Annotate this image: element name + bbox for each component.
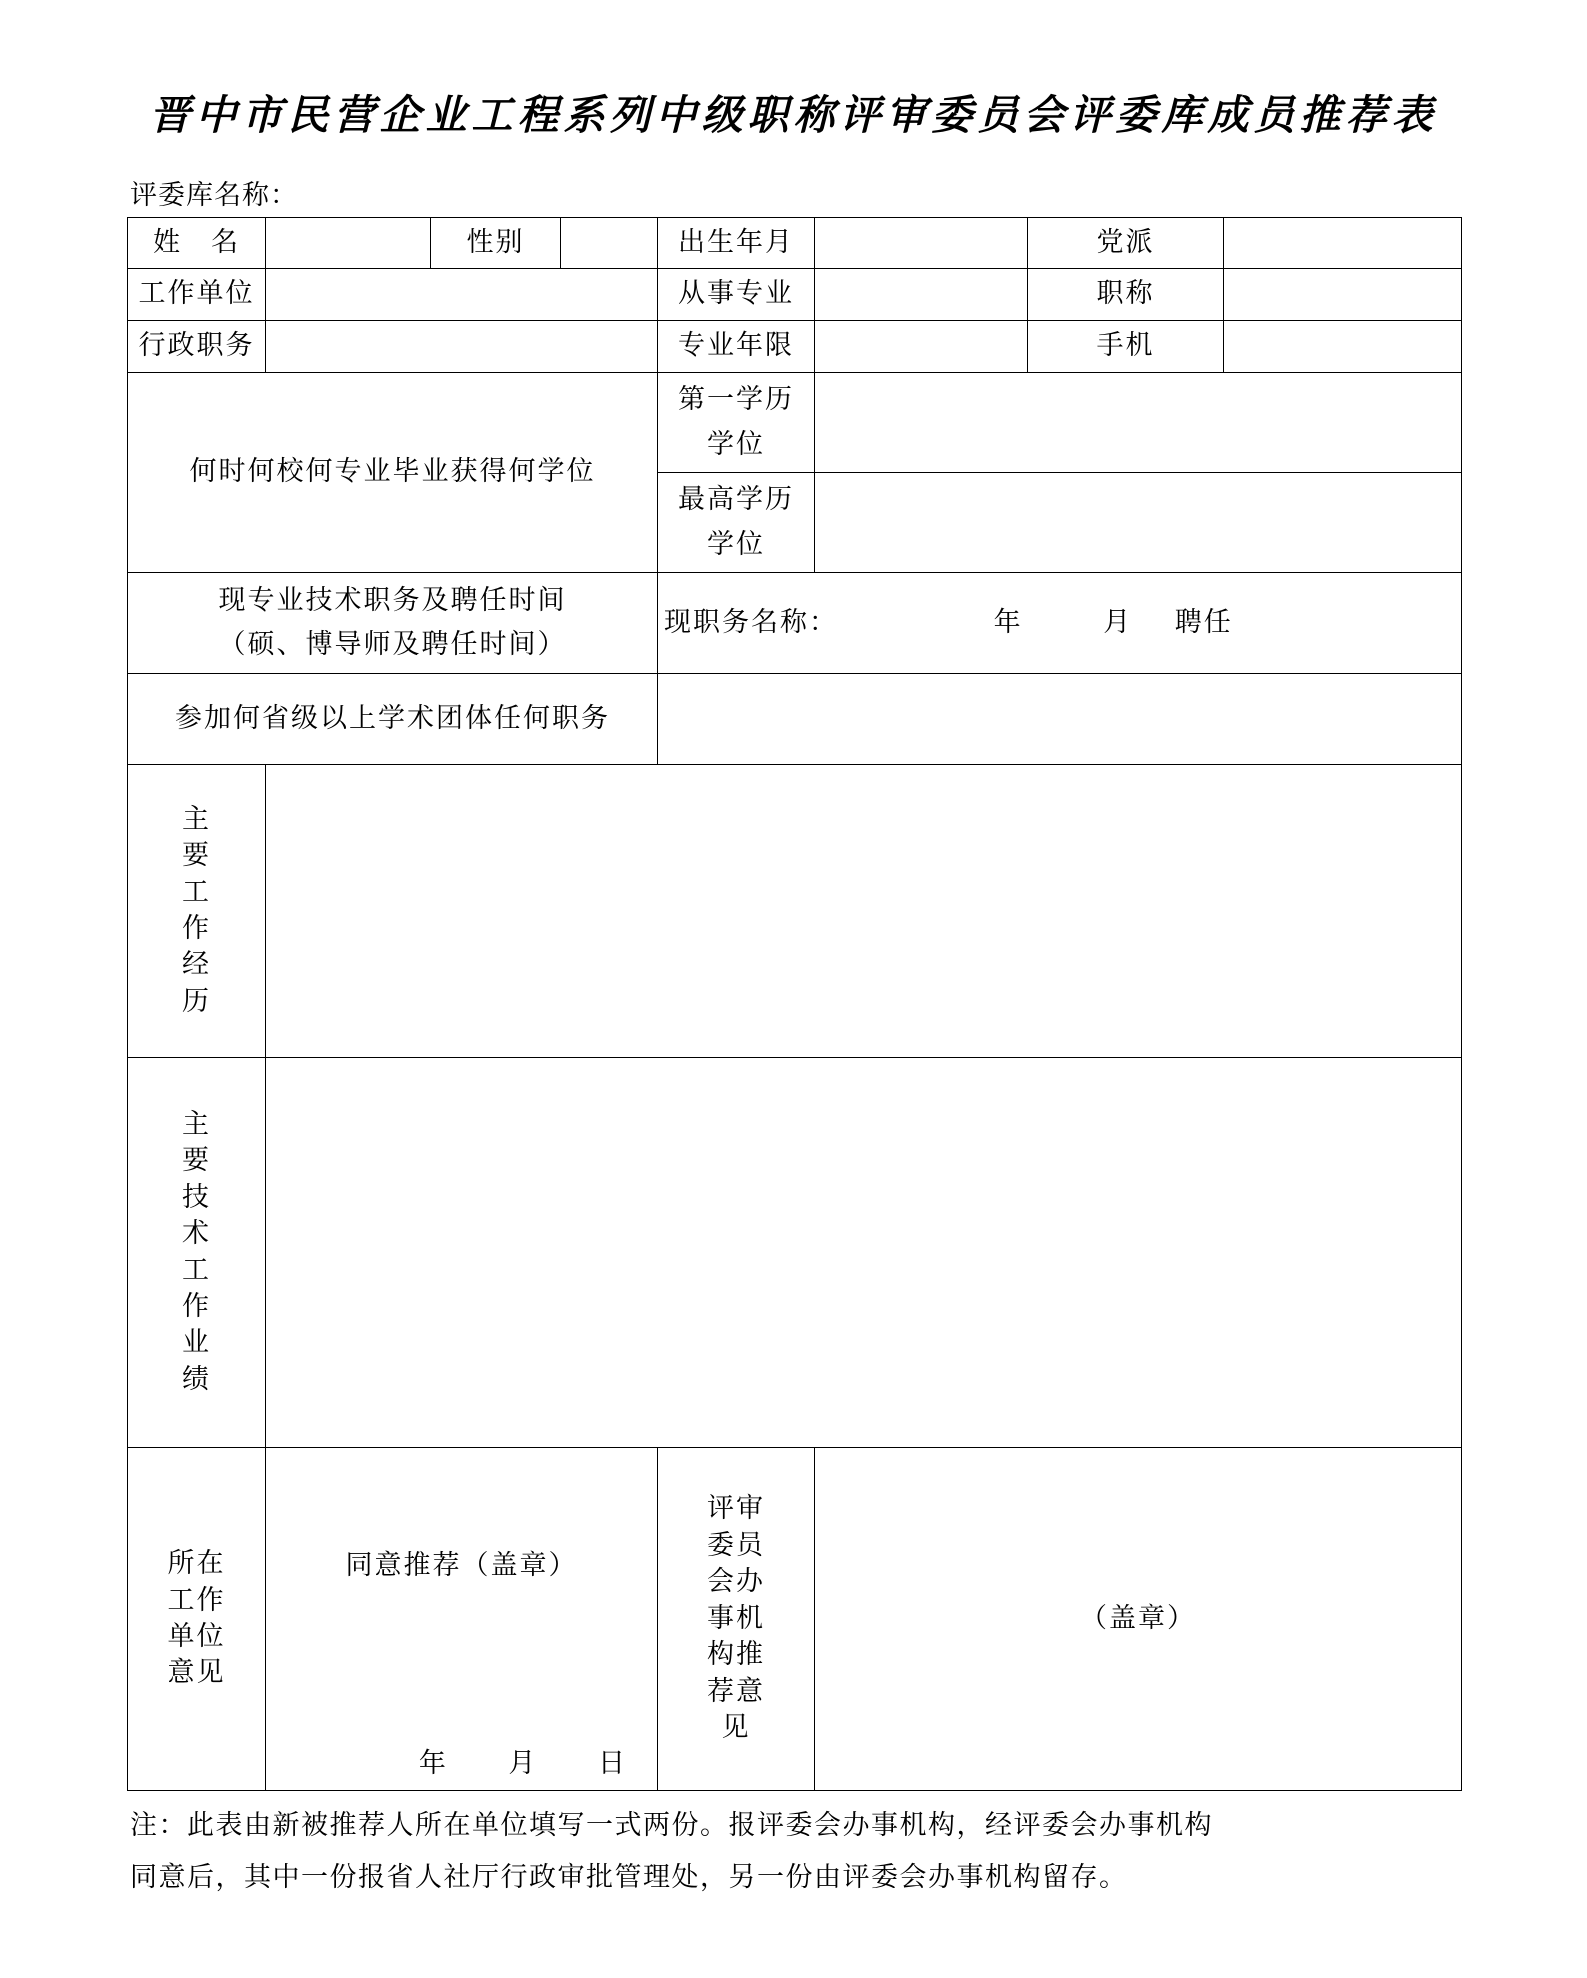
- years-value-cell[interactable]: [815, 321, 1028, 373]
- highest-degree-line1: 最高学历: [678, 484, 794, 516]
- unit-opinion-line: 单位: [167, 1621, 226, 1652]
- committee-opinion-label: [658, 1448, 815, 1791]
- footnote-line2: 同意后，其中一份报省人社厅行政审批管理处，另一份由评委会办事机构留存。: [130, 1862, 1128, 1893]
- work-exp-char: 历: [182, 985, 211, 1017]
- tech-post-label: [128, 573, 658, 674]
- committee-opinion-cell[interactable]: [815, 1448, 1462, 1791]
- work-exp-char: 主: [182, 803, 211, 835]
- form-title: 晋中市民营企业工程系列中级职称评审委员会评委库成员推荐表: [149, 91, 1438, 139]
- committee-line: 荐意: [707, 1675, 765, 1707]
- committee-line: 见: [721, 1712, 751, 1744]
- name-label: 姓 名: [128, 218, 266, 269]
- unit-opinion-label: [128, 1448, 266, 1791]
- work-exp-char: 要: [182, 840, 211, 872]
- highest-degree-value-cell[interactable]: [815, 473, 1462, 573]
- work-exp-char: 作: [182, 913, 211, 944]
- birth-label: 出生年月: [658, 218, 815, 269]
- achievements-char: 技: [182, 1181, 211, 1213]
- footnote-line1: 注：此表由新被推荐人所在单位填写一式两份。报评委会办事机构，经评委会办事机构: [130, 1810, 1213, 1841]
- committee-line: 委员: [707, 1529, 765, 1561]
- name-value-cell[interactable]: [266, 218, 431, 269]
- admin-post-label: 行政职务: [128, 321, 266, 373]
- first-degree-line2: 学位: [707, 428, 765, 460]
- recommendation-form-table: [127, 217, 1462, 1791]
- current-post-cell[interactable]: [658, 573, 1462, 674]
- academic-label: 参加何省级以上学术团体任何职务: [128, 674, 658, 765]
- tech-post-line2: （硕、博导师及聘任时间）: [218, 629, 567, 660]
- date-day: 日: [598, 1747, 627, 1779]
- achievements-value-cell[interactable]: [266, 1058, 1462, 1448]
- date-year: 年: [418, 1747, 448, 1779]
- unit-opinion-cell[interactable]: [266, 1448, 658, 1791]
- work-unit-label: 工作单位: [128, 269, 266, 321]
- birth-value-cell[interactable]: [815, 218, 1028, 269]
- achievements-char: 绩: [182, 1363, 211, 1395]
- current-post-month: 月: [1103, 606, 1133, 638]
- party-value-cell[interactable]: [1224, 218, 1462, 269]
- work-exp-char: 工: [182, 876, 211, 908]
- gender-value-cell[interactable]: [561, 218, 658, 269]
- committee-line: 构推: [707, 1639, 765, 1671]
- academic-value-cell[interactable]: [658, 674, 1462, 765]
- date-month: 月: [508, 1747, 538, 1779]
- unit-opinion-line: 所在: [167, 1548, 226, 1580]
- footnote: [130, 1800, 1330, 1904]
- committee-seal-text: （盖章）: [1080, 1602, 1196, 1634]
- library-name-label: 评委库名称：: [130, 180, 298, 211]
- first-degree-label: [658, 373, 815, 473]
- committee-line: 事机: [707, 1602, 765, 1634]
- work-unit-value-cell[interactable]: [266, 269, 658, 321]
- committee-line: 会办: [707, 1566, 765, 1598]
- current-post-hired: 聘任: [1174, 606, 1233, 638]
- highest-degree-label: [658, 473, 815, 573]
- achievements-char: 工: [182, 1254, 211, 1286]
- first-degree-line1: 第一学历: [678, 384, 794, 416]
- work-exp-char: 经: [182, 949, 211, 981]
- tech-post-line1: 现专业技术职务及聘任时间: [218, 584, 567, 616]
- current-post-label: 现职务名称：: [664, 606, 838, 638]
- work-experience-value-cell[interactable]: [266, 765, 1462, 1058]
- achievements-char: 要: [182, 1145, 211, 1177]
- party-label: 党派: [1028, 218, 1224, 269]
- achievements-label: [128, 1058, 266, 1448]
- achievements-char: 术: [182, 1218, 211, 1250]
- admin-post-value-cell[interactable]: [266, 321, 658, 373]
- title-value-cell[interactable]: [1224, 269, 1462, 321]
- achievements-char: 业: [182, 1327, 211, 1359]
- work-experience-label: [128, 765, 266, 1058]
- unit-opinion-line: 意见: [167, 1657, 226, 1689]
- mobile-label: 手机: [1028, 321, 1224, 373]
- agree-seal-text: 同意推荐（盖章）: [345, 1550, 578, 1581]
- unit-opinion-line: 工作: [167, 1584, 226, 1616]
- committee-line: 评审: [707, 1493, 765, 1525]
- graduation-label: 何时何校何专业毕业获得何学位: [128, 373, 658, 573]
- unit-opinion-date: [419, 1746, 627, 1782]
- title-label: 职称: [1028, 269, 1224, 321]
- mobile-value-cell[interactable]: [1224, 321, 1462, 373]
- gender-label: 性别: [431, 218, 561, 269]
- current-post-year: 年: [993, 606, 1023, 638]
- highest-degree-line2: 学位: [707, 528, 765, 560]
- first-degree-value-cell[interactable]: [815, 373, 1462, 473]
- achievements-char: 主: [182, 1108, 211, 1140]
- achievements-char: 作: [182, 1290, 211, 1322]
- specialty-label: 从事专业: [658, 269, 815, 321]
- years-label: 专业年限: [658, 321, 815, 373]
- specialty-value-cell[interactable]: [815, 269, 1028, 321]
